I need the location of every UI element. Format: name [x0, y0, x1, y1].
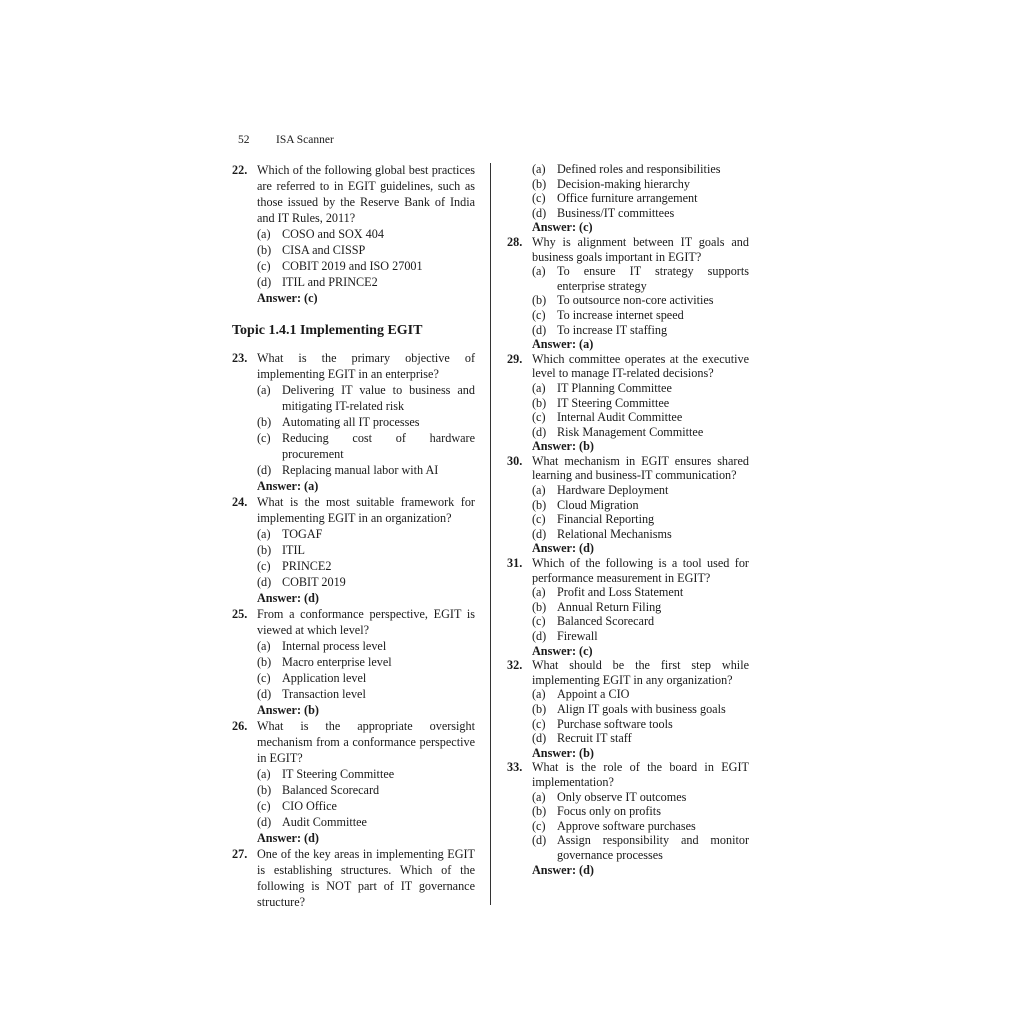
question-25	[232, 606, 475, 718]
option-b: (b) Automating all IT processes	[257, 415, 420, 429]
question-22	[232, 162, 475, 306]
question-number: 29.	[507, 351, 523, 366]
answer: Answer: (b)	[257, 703, 319, 717]
option-d: (d) Transaction level	[257, 687, 366, 701]
option-c: (c) Purchase software tools	[532, 716, 673, 731]
column-divider	[490, 163, 491, 905]
option-a: (a) Delivering IT value to business and mitigating IT-related risk	[257, 383, 475, 413]
option-a: (a) Profit and Loss Statement	[532, 585, 684, 600]
option-d: (d) Recruit IT staff	[532, 731, 632, 746]
option-c: (c) COBIT 2019 and ISO 27001	[257, 259, 423, 273]
option-a: (a) IT Steering Committee	[257, 767, 395, 781]
question-31	[507, 556, 749, 658]
option-a: (a) Defined roles and responsibilities	[532, 162, 721, 176]
question-33	[507, 760, 749, 877]
option-c: (c) PRINCE2	[257, 559, 332, 573]
option-b: (b) CISA and CISSP	[257, 243, 366, 257]
answer: Answer: (c)	[257, 291, 318, 305]
question-number: 25.	[232, 607, 248, 621]
question-text: What is the role of the board in EGIT implementation?	[532, 760, 749, 789]
option-d: (d) COBIT 2019	[257, 575, 346, 589]
option-a: (a) Appoint a CIO	[532, 687, 630, 702]
question-27-continued	[507, 162, 749, 235]
question-28	[507, 235, 749, 352]
question-text: One of the key areas in implementing EGIT is establishing structures. Which of the following is NOT part of IT governance structure?	[257, 847, 475, 909]
running-head	[238, 132, 334, 148]
option-b: (b) Decision-making hierarchy	[532, 176, 690, 191]
option-a: (a) Hardware Deployment	[532, 483, 669, 498]
option-d: (d) Audit Committee	[257, 815, 367, 829]
option-c: (c) Internal Audit Committee	[532, 410, 683, 425]
question-text: What mechanism in EGIT ensures shared learning and business-IT communication?	[532, 453, 749, 483]
option-b: (b) Macro enterprise level	[257, 655, 392, 669]
question-number: 22.	[232, 163, 248, 177]
option-c: (c) Office furniture arrangement	[532, 191, 698, 206]
option-a: (a) COSO and SOX 404	[257, 227, 384, 241]
question-26	[232, 718, 475, 846]
option-b: (b) To outsource non-core activities	[532, 293, 714, 308]
option-a: (a) To ensure IT strategy supports enterprise strategy	[532, 264, 749, 293]
answer: Answer: (b)	[532, 745, 594, 760]
answer: Answer: (c)	[532, 220, 593, 235]
page-number: 52	[238, 134, 250, 146]
option-b: (b) Cloud Migration	[532, 497, 639, 512]
answer: Answer: (d)	[257, 591, 319, 605]
option-c: (c) Reducing cost of hardware procurement	[257, 431, 475, 461]
option-b: (b) Balanced Scorecard	[257, 783, 380, 797]
topic-heading: Topic 1.4.1 Implementing EGIT	[232, 323, 423, 338]
option-a: (a) Only observe IT outcomes	[532, 789, 687, 804]
running-title: ISA Scanner	[276, 134, 334, 146]
question-text: What is the appropriate oversight mechanism from a conformance perspective in EGIT?	[257, 719, 475, 765]
answer: Answer: (a)	[532, 337, 594, 352]
question-text: From a conformance perspective, EGIT is viewed at which level?	[257, 607, 475, 637]
left-column	[232, 162, 475, 910]
question-number: 24.	[232, 495, 248, 509]
question-27	[232, 846, 475, 910]
question-text: What is the primary objective of implementing EGIT in an enterprise?	[257, 351, 475, 381]
right-column	[507, 162, 749, 877]
question-number: 33.	[507, 760, 523, 775]
answer: Answer: (b)	[532, 439, 594, 454]
question-32	[507, 658, 749, 760]
option-a: (a) TOGAF	[257, 527, 323, 541]
answer: Answer: (d)	[532, 541, 594, 556]
question-number: 31.	[507, 556, 523, 571]
answer: Answer: (d)	[532, 862, 594, 877]
option-b: (b) IT Steering Committee	[532, 395, 670, 410]
option-d: (d) Relational Mechanisms	[532, 526, 672, 541]
option-c: (c) CIO Office	[257, 799, 337, 813]
option-c: (c) To increase internet speed	[532, 307, 684, 322]
question-text: What is the most suitable framework for implementing EGIT in an organization?	[257, 495, 475, 525]
question-number: 28.	[507, 234, 523, 249]
answer: Answer: (a)	[257, 479, 319, 493]
question-text: Which of the following is a tool used for performance measurement in EGIT?	[532, 556, 749, 585]
option-b: (b) Annual Return Filing	[532, 599, 662, 614]
option-c: (c) Balanced Scorecard	[532, 614, 655, 629]
question-number: 27.	[232, 847, 248, 861]
question-number: 26.	[232, 719, 248, 733]
option-b: (b) ITIL	[257, 543, 306, 557]
option-c: (c) Financial Reporting	[532, 512, 655, 527]
option-b: (b) Focus only on profits	[532, 804, 661, 819]
option-d: (d) Business/IT committees	[532, 205, 675, 220]
question-text: Which of the following global best practices are referred to in EGIT guidelines, such as those issued by the Reserve Bank of India and IT Rules, 2011?	[257, 163, 475, 225]
option-b: (b) Align IT goals with business goals	[532, 701, 726, 716]
answer: Answer: (d)	[257, 831, 319, 845]
question-number: 23.	[232, 351, 248, 365]
question-29	[507, 352, 749, 454]
question-number: 30.	[507, 453, 523, 468]
option-d: (d) Risk Management Committee	[532, 424, 704, 439]
question-23	[232, 350, 475, 494]
option-d: (d) To increase IT staffing	[532, 322, 668, 337]
option-d: (d) Assign responsibility and monitor governance processes	[532, 833, 749, 862]
question-text: Which committee operates at the executive level to manage IT-related decisions?	[532, 351, 749, 381]
question-text: What should be the first step while implementing EGIT in any organization?	[532, 658, 749, 687]
question-24	[232, 494, 475, 606]
question-text: Why is alignment between IT goals and business goals important in EGIT?	[532, 234, 749, 264]
option-c: (c) Application level	[257, 671, 367, 685]
option-c: (c) Approve software purchases	[532, 818, 696, 833]
option-a: (a) Internal process level	[257, 639, 387, 653]
question-number: 32.	[507, 658, 523, 673]
option-d: (d) Replacing manual labor with AI	[257, 463, 439, 477]
question-30	[507, 454, 749, 556]
option-a: (a) IT Planning Committee	[532, 380, 672, 395]
option-d: (d) ITIL and PRINCE2	[257, 275, 378, 289]
option-d: (d) Firewall	[532, 629, 598, 643]
answer: Answer: (c)	[532, 643, 593, 658]
